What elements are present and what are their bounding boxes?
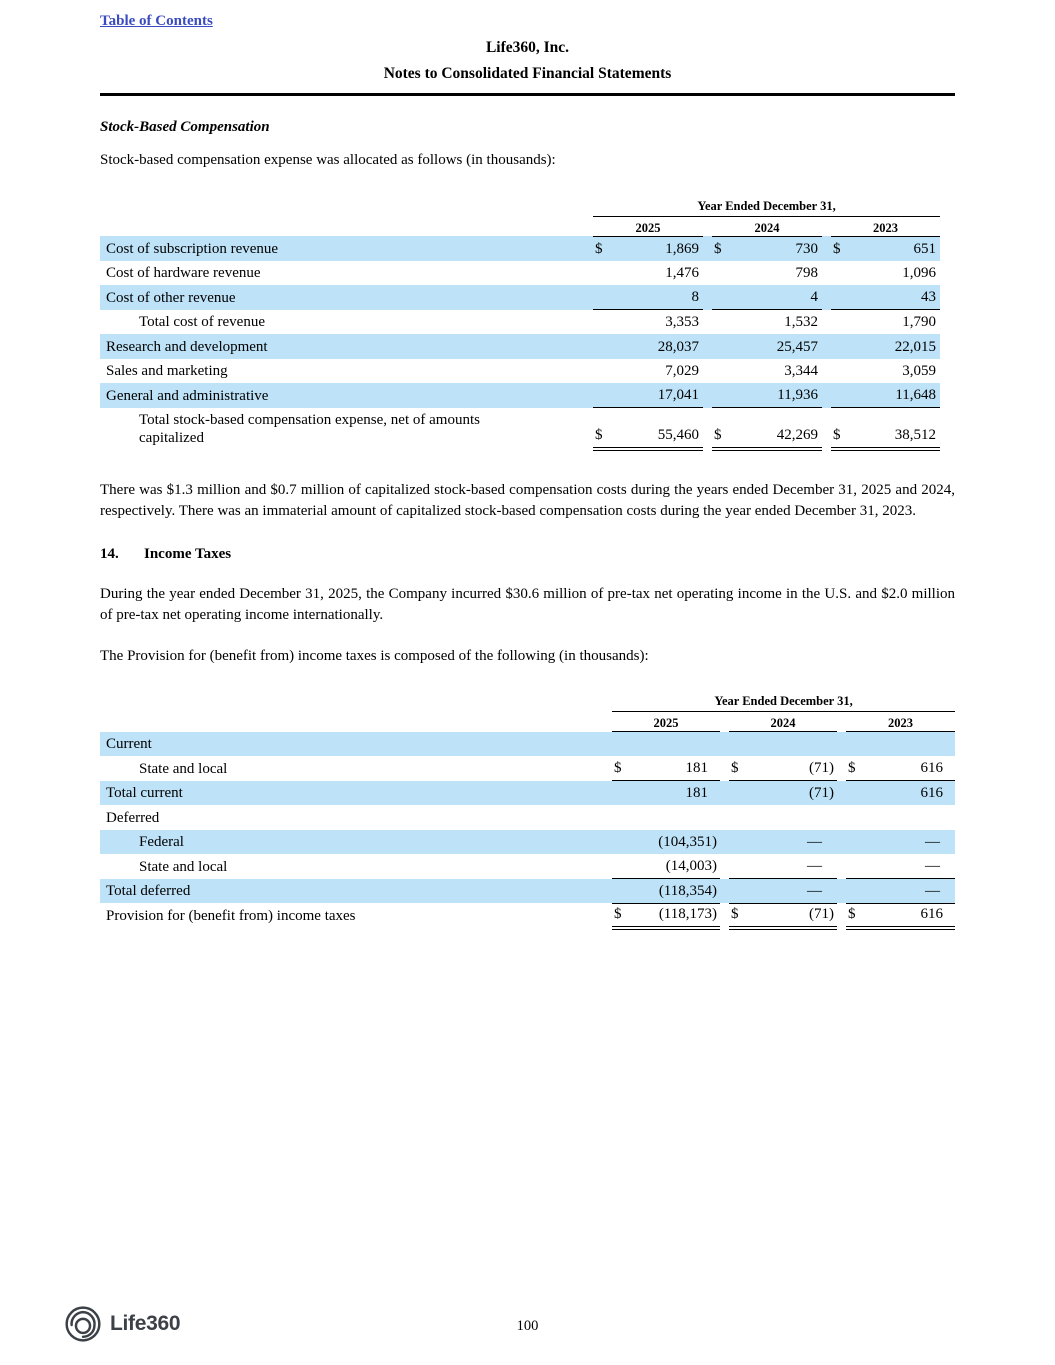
dollar-cell: $ bbox=[595, 240, 603, 257]
heading-text: Income Taxes bbox=[144, 545, 232, 562]
row-label: Federal bbox=[139, 834, 184, 850]
dollar-cell: $ bbox=[612, 903, 632, 928]
dollar-cell: $ bbox=[714, 240, 722, 257]
row-label: Total cost of revenue bbox=[139, 314, 265, 330]
table-year-row bbox=[100, 216, 940, 236]
value-cell: (71) bbox=[809, 785, 834, 801]
table-row bbox=[100, 285, 940, 310]
table-row bbox=[100, 903, 955, 928]
table-header-row bbox=[100, 692, 955, 712]
year-header-2023: 2023 bbox=[831, 216, 940, 236]
value-cell: 1,096 bbox=[902, 265, 937, 281]
row-label: Cost of subscription revenue bbox=[106, 240, 279, 257]
dollar-cell: $ bbox=[729, 756, 749, 781]
value-cell: 1,532 bbox=[784, 314, 818, 330]
doc-title: Notes to Consolidated Financial Statements bbox=[383, 65, 672, 82]
value-cell: 11,936 bbox=[732, 383, 822, 408]
year-header-2024: 2024 bbox=[729, 712, 837, 732]
value-cell: 1,476 bbox=[665, 265, 699, 281]
table-row bbox=[100, 334, 940, 359]
table-row bbox=[100, 732, 955, 757]
table-row bbox=[100, 854, 955, 879]
header-rule bbox=[100, 93, 955, 96]
value-cell: 42,269 bbox=[732, 408, 822, 449]
footer-brand-text: Life360 bbox=[110, 1312, 181, 1335]
value-cell: 181 bbox=[685, 785, 708, 801]
comp-table bbox=[100, 196, 940, 451]
value-cell: 22,015 bbox=[894, 338, 937, 355]
span-header: Year Ended December 31, bbox=[593, 196, 940, 216]
dollar-cell: $ bbox=[729, 903, 749, 928]
value-cell: — bbox=[749, 879, 837, 904]
table-row bbox=[100, 310, 940, 335]
table-year-row bbox=[100, 712, 955, 732]
page-number: 100 bbox=[516, 1318, 539, 1334]
provision-intro: The Provision for (benefit from) income taxes is composed of the following (in thousands): bbox=[100, 647, 649, 664]
year-header-2025: 2025 bbox=[612, 712, 720, 732]
value-cell: 730 bbox=[795, 240, 818, 257]
stock-comp-intro: Stock-based compensation expense was allocated as follows (in thousands): bbox=[100, 152, 556, 168]
value-cell: 55,460 bbox=[613, 408, 703, 449]
dollar-cell: $ bbox=[846, 756, 866, 781]
value-cell: 181 bbox=[632, 756, 720, 781]
value-cell: 28,037 bbox=[657, 338, 699, 355]
span-header: Year Ended December 31, bbox=[612, 692, 955, 712]
table-row bbox=[100, 261, 940, 286]
row-label: State and local bbox=[139, 760, 228, 777]
value-cell: 43 bbox=[851, 285, 940, 310]
value-cell: 7,029 bbox=[665, 363, 699, 379]
value-cell: (71) bbox=[749, 756, 837, 781]
tax-table bbox=[100, 692, 955, 930]
row-label: State and local bbox=[139, 858, 228, 875]
row-label: Cost of other revenue bbox=[106, 289, 236, 306]
table-row bbox=[100, 830, 955, 855]
value-cell: 4 bbox=[732, 285, 822, 310]
table-row bbox=[100, 781, 955, 806]
row-label: Deferred bbox=[106, 809, 160, 826]
value-cell: 3,344 bbox=[784, 363, 818, 379]
table-of-contents-link[interactable]: Table of Contents bbox=[100, 13, 213, 29]
row-label: Cost of hardware revenue bbox=[106, 265, 261, 281]
value-cell: 25,457 bbox=[776, 338, 818, 355]
value-cell: — bbox=[866, 879, 955, 904]
value-cell: (118,173) bbox=[632, 903, 720, 928]
year-header-2025: 2025 bbox=[593, 216, 703, 236]
value-cell: — bbox=[749, 854, 837, 879]
value-cell: 3,059 bbox=[902, 363, 937, 379]
value-cell: — bbox=[925, 834, 941, 850]
value-cell: 616 bbox=[866, 756, 955, 781]
value-cell: 616 bbox=[866, 903, 955, 928]
value-cell: — bbox=[866, 854, 955, 879]
value-cell: (14,003) bbox=[632, 854, 720, 879]
dollar-cell: $ bbox=[831, 408, 851, 449]
table-row bbox=[100, 236, 940, 261]
row-label: Current bbox=[106, 736, 152, 752]
value-cell: 651 bbox=[913, 240, 937, 257]
table-row bbox=[100, 805, 955, 830]
value-cell: 11,648 bbox=[851, 383, 940, 408]
value-cell: 17,041 bbox=[613, 383, 703, 408]
dollar-cell: $ bbox=[846, 903, 866, 928]
year-header-2023: 2023 bbox=[846, 712, 955, 732]
year-header-2024: 2024 bbox=[712, 216, 822, 236]
value-cell: — bbox=[807, 834, 822, 850]
value-cell: 1,869 bbox=[665, 240, 699, 257]
value-cell: 616 bbox=[920, 785, 944, 801]
capitalized-note: There was $1.3 million and $0.7 million of capitalized stock-based compensation costs during the years ended December 31, 2025 and 2024, respectively. There was an immaterial amount of capitalized stock-based compensation costs during the year ended December 31, 2023. bbox=[100, 481, 955, 519]
row-label: General and administrative bbox=[106, 387, 269, 404]
dollar-cell: $ bbox=[612, 756, 632, 781]
table-row bbox=[100, 408, 940, 449]
value-cell: (71) bbox=[749, 903, 837, 928]
stock-comp-heading: Stock-Based Compensation bbox=[100, 119, 270, 135]
table-header-row bbox=[100, 196, 940, 216]
income-taxes-heading bbox=[100, 546, 955, 563]
pretax-income-para: During the year ended December 31, 2025, the Company incurred $30.6 million of pre-tax net operating income in the U.S. and $2.0 million of pre-tax net operating income internationally. bbox=[100, 585, 955, 623]
row-label: Provision for (benefit from) income taxes bbox=[106, 907, 356, 924]
value-cell: 38,512 bbox=[851, 408, 940, 449]
row-label: Research and development bbox=[106, 338, 268, 355]
dollar-cell: $ bbox=[593, 408, 613, 449]
value-cell: (118,354) bbox=[632, 879, 720, 904]
dollar-cell: $ bbox=[712, 408, 732, 449]
table-row bbox=[100, 383, 940, 408]
heading-number: 14. bbox=[100, 545, 119, 562]
value-cell: 3,353 bbox=[665, 314, 699, 330]
value-cell: (104,351) bbox=[658, 834, 717, 850]
row-label: Sales and marketing bbox=[106, 363, 228, 379]
row-label: Total deferred bbox=[106, 883, 191, 899]
dollar-cell: $ bbox=[833, 240, 841, 257]
table-row bbox=[100, 359, 940, 384]
table-row bbox=[100, 756, 955, 781]
company-name: Life360, Inc. bbox=[485, 39, 570, 56]
row-label: Total current bbox=[106, 785, 183, 801]
value-cell: 1,790 bbox=[902, 314, 937, 330]
value-cell: 798 bbox=[795, 265, 818, 281]
row-label: Total stock-based compensation expense, net of amounts capitalized bbox=[139, 411, 480, 446]
value-cell: 8 bbox=[613, 285, 703, 310]
table-row bbox=[100, 879, 955, 904]
